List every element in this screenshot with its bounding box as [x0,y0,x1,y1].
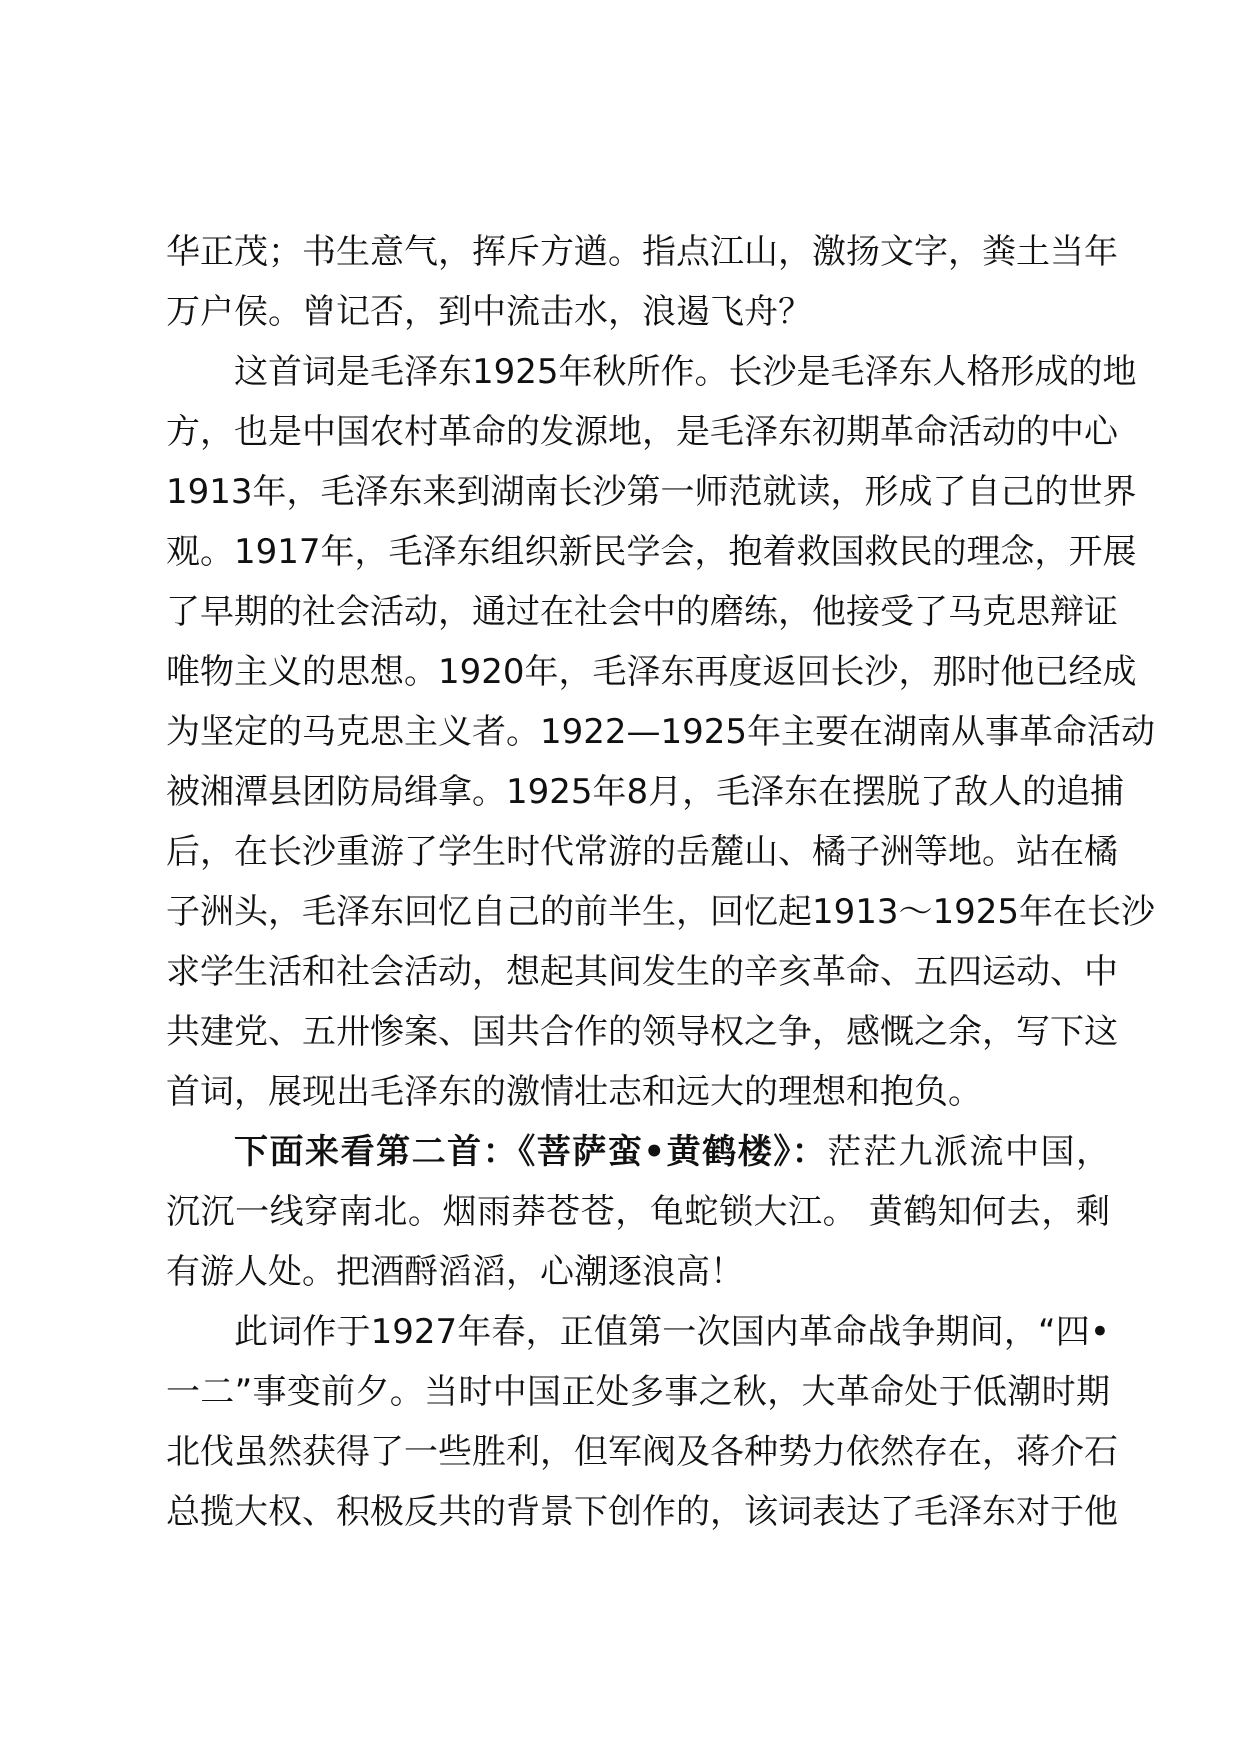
text-line: 总揽大权、积极反共的背景下创作的，该词表达了毛泽东对于他 [166,1492,1118,1532]
paragraph-start-line: 这首词是毛泽东1925年秋所作。长沙是毛泽东人格形成的地 [234,352,1137,392]
text-line: 共建党、五卅惨案、国共合作的领导权之争，感慨之余，写下这 [166,1012,1118,1052]
poem-first-line: 茫茫九派流中国， [827,1132,1111,1172]
text-line: 观。1917年，毛泽东组织新民学会，抱着救国救民的理念，开展 [166,532,1137,572]
body-text [166,222,1156,1542]
text-line: 有游人处。把酒酹滔滔，心潮逐浪高！ [166,1252,744,1292]
text-line: 沉沉一线穿南北。烟雨莽苍苍，龟蛇锁大江。 黄鹤知何去，剩 [166,1192,1110,1232]
text-line: 被湘潭县团防局缉拿。1925年8月，毛泽东在摆脱了敌人的追捕 [166,772,1125,812]
text-line: 唯物主义的思想。1920年，毛泽东再度返回长沙，那时他已经成 [166,652,1137,692]
text-line: 一二”事变前夕。当时中国正处多事之秋，大革命处于低潮时期 [166,1372,1110,1412]
text-line: 为坚定的马克思主义者。1922—1925年主要在湖南从事革命活动 [166,712,1156,752]
text-line: 华正茂；书生意气，挥斥方遒。指点江山，激扬文字，粪土当年 [166,232,1118,272]
text-line: 1913年，毛泽东来到湖南长沙第一师范就读，形成了自己的世界 [166,472,1137,512]
text-line: 求学生活和社会活动，想起其间发生的辛亥革命、五四运动、中 [166,952,1118,992]
second-poem-heading: 下面来看第二首：《菩萨蛮•黄鹤楼》： [234,1132,828,1172]
paragraph-start-line [166,1122,1110,1182]
text-line: 子洲头，毛泽东回忆自己的前半生，回忆起1913～1925年在长沙 [166,892,1156,932]
paragraph-start-line: 此词作于1927年春，正值第一次国内革命战争期间，“四• [234,1312,1110,1352]
text-line: 了早期的社会活动，通过在社会中的磨练，他接受了马克思辩证 [166,592,1118,632]
text-line: 后，在长沙重游了学生时代常游的岳麓山、橘子洲等地。站在橘 [166,832,1118,872]
text-line: 方，也是中国农村革命的发源地，是毛泽东初期革命活动的中心 [166,412,1118,452]
text-line: 北伐虽然获得了一些胜利，但军阀及各种势力依然存在，蒋介石 [166,1432,1118,1472]
text-line: 首词，展现出毛泽东的激情壮志和远大的理想和抱负。 [166,1072,982,1112]
text-line: 万户侯。曾记否，到中流击水，浪遏飞舟？ [166,292,812,332]
